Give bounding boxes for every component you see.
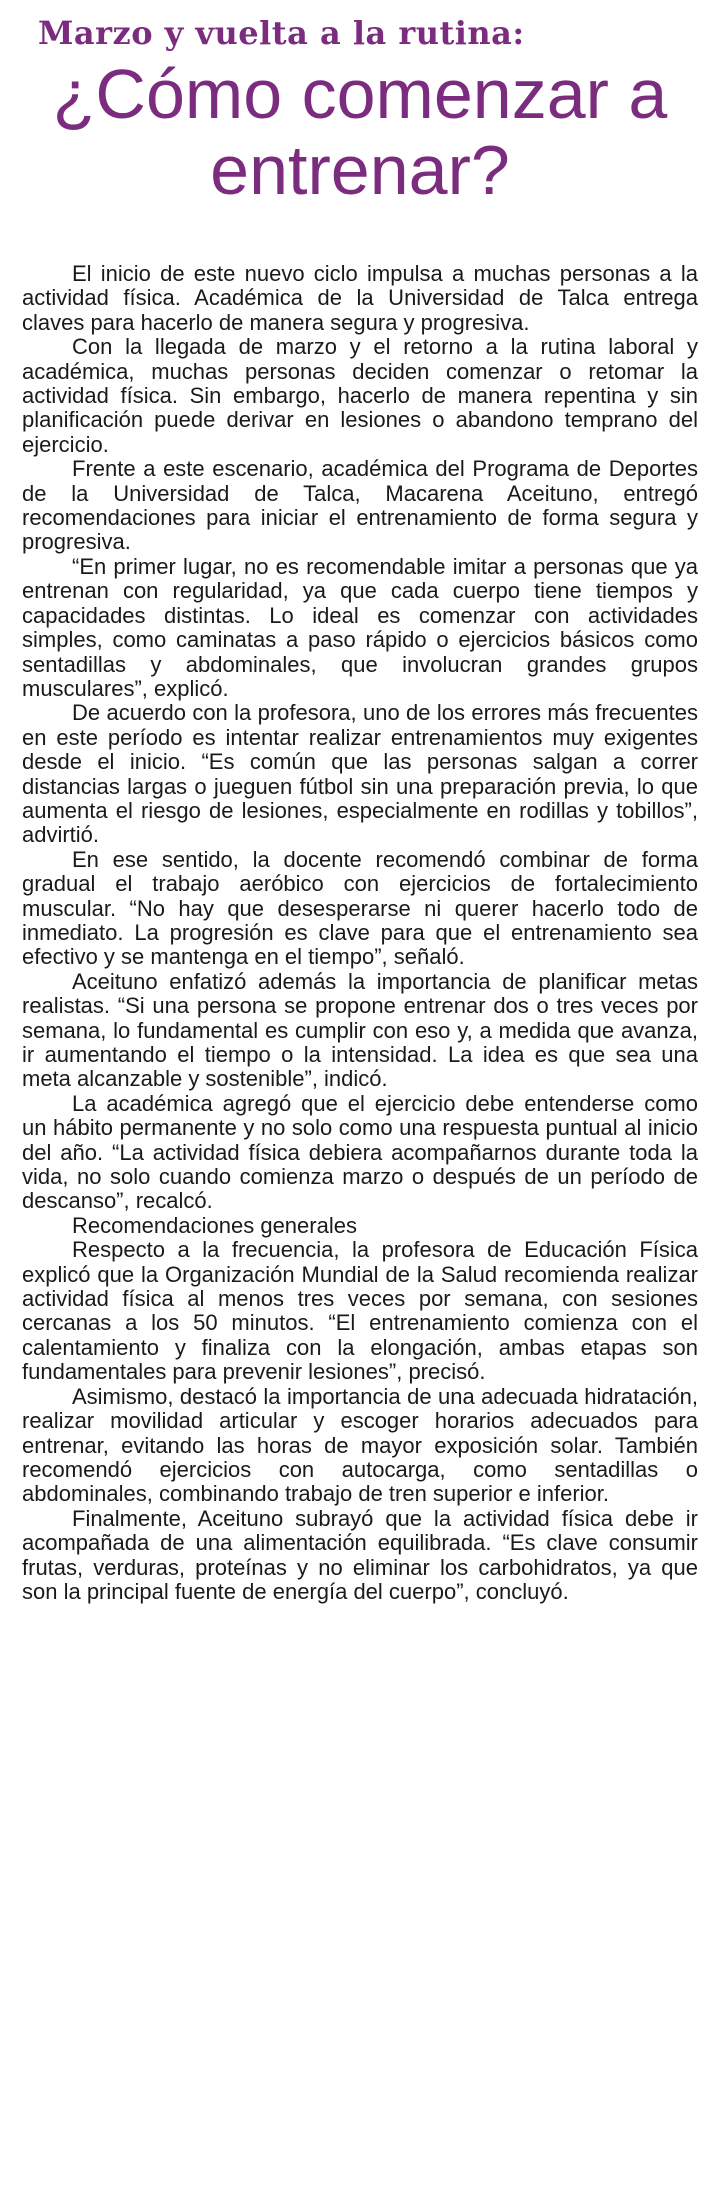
paragraph: Con la llegada de marzo y el retorno a la rutina laboral y académica, muchas personas deciden comenzar o retomar la actividad física. Sin embargo, hacerlo de manera repentina y sin planificación puede derivar en lesiones o abandono temprano del ejercicio.	[22, 334, 698, 457]
paragraph: Asimismo, destacó la importancia de una adecuada hidratación, realizar movilidad articular y escoger horarios adecuados para entrenar, evitando las horas de mayor exposición solar. También recomendó ejercicios con autocarga, como sentadillas o abdominales, combinando trabajo de tren superior e inferior.	[22, 1383, 698, 1507]
paragraph: Respecto a la frecuencia, la profesora de Educación Física explicó que la Organización Mundial de la Salud recomienda realizar actividad física al menos tres veces por semana, con sesiones cercanas a los 50 minutos. “El entrenamiento comienza con el calentamiento y finaliza con la elongación, ambas etapas son fundamentales para prevenir lesiones”, precisó.	[22, 1237, 698, 1385]
article-kicker: Marzo y vuelta a la rutina:	[38, 14, 525, 52]
paragraph: “En primer lugar, no es recomendable imitar a personas que ya entrenan con regularidad, ya que cada cuerpo tiene tiempos y capacidades distintas. Lo ideal es comenzar con actividades simples, como caminatas a paso rápido o ejercicios básicos como sentadillas y abdominales, que involucran grandes grupos musculares”, explicó.	[22, 553, 698, 701]
paragraph-intro: El inicio de este nuevo ciclo impulsa a muchas personas a la actividad física. Académica de la Universidad de Talca entrega claves para hacerlo de manera segura y progresiva.	[22, 261, 698, 335]
paragraph: Finalmente, Aceituno subrayó que la actividad física debe ir acompañada de una alimentación equilibrada. “Es clave consumir frutas, verduras, proteínas y no eliminar los carbohidratos, ya que son la principal fuente de energía del cuerpo”, concluyó.	[22, 1505, 698, 1604]
section-subhead: Recomendaciones generales	[72, 1212, 357, 1238]
article-body	[22, 262, 698, 1604]
paragraph: De acuerdo con la profesora, uno de los errores más frecuentes en este período es intentar realizar entrenamientos muy exigentes desde el inicio. “Es común que las personas salgan a correr distancias largas o jueguen fútbol sin una preparación previa, lo que aumenta el riesgo de lesiones, especialmente en rodillas y tobillos”, advirtió.	[22, 700, 698, 848]
article-headline: ¿Cómo comenzar a entrenar?	[52, 55, 668, 209]
paragraph: Aceituno enfatizó además la importancia de planificar metas realistas. “Si una persona se propone entrenar dos o tres veces por semana, lo fundamental es cumplir con eso y, a medida que avanza, ir aumentando el tiempo o la intensidad. La idea es que sea una meta alcanzable y sostenible”, indicó.	[22, 968, 698, 1092]
paragraph: Frente a este escenario, académica del Programa de Deportes de la Universidad de Talca, Macarena Aceituno, entregó recomendaciones para iniciar el entrenamiento de forma segura y progresiva.	[22, 456, 698, 555]
paragraph: En ese sentido, la docente recomendó combinar de forma gradual el trabajo aeróbico con ejercicios de fortalecimiento muscular. “No hay que desesperarse ni querer hacerlo todo de inmediato. La progresión es clave para que el entrenamiento sea efectivo y se mantenga en el tiempo”, señaló.	[22, 846, 698, 970]
paragraph: La académica agregó que el ejercicio debe entenderse como un hábito permanente y no solo como una respuesta puntual al inicio del año. “La actividad física debiera acompañarnos durante toda la vida, no solo cuando comienza marzo o después de un período de descanso”, recalcó.	[22, 1090, 698, 1214]
